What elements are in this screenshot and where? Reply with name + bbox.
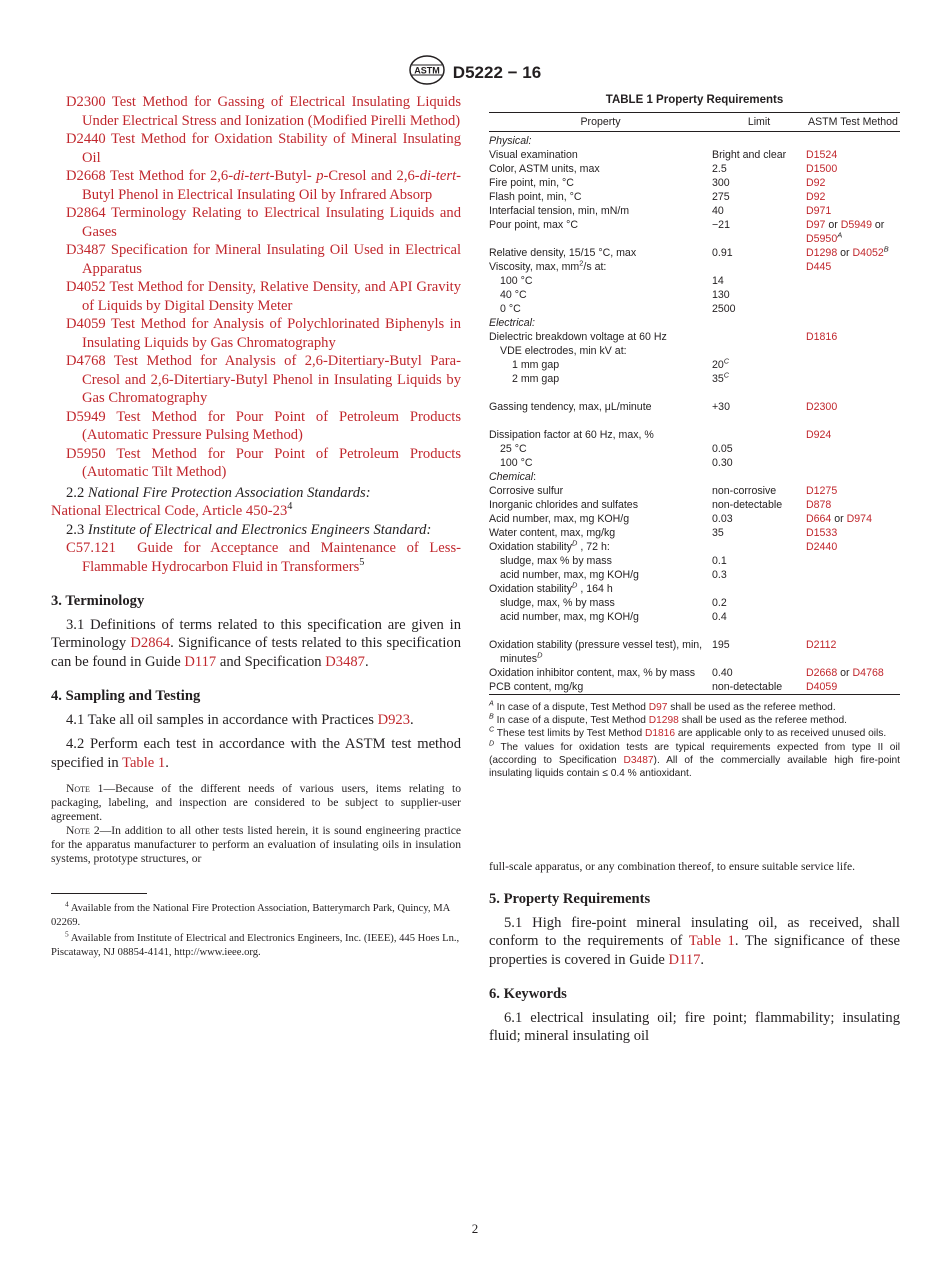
reference-title[interactable]: Test Method for Oxidation Stability of Mineral Insulating Oil [82,131,461,166]
table-row: sludge, max % by mass 0.1 [500,555,727,567]
reference-item [51,130,461,167]
right-column [489,860,900,1046]
table-row: Electrical: [489,317,535,329]
reference-title[interactable]: Test Method for Gassing of Electrical Insulating Liquids Under Electrical Stress and Ionization (Modified Pirelli Method) [82,94,461,129]
footnote-divider [51,893,147,894]
paragraph-4-2: 4.2 Perform each test in accordance with the ASTM test method specified in Table 1. [51,736,461,771]
method-link[interactable]: D2300 [806,401,838,413]
astm-logo-icon [409,55,445,90]
nec-link[interactable]: National Electrical Code, Article 450-23 [51,503,288,519]
table-row: Acid number, max, mg KOH/g 0.03 D664 or D974 [489,513,872,525]
method-link[interactable]: D2440 [806,541,838,553]
method-link[interactable]: D4768 [852,667,884,679]
property-requirements-table-area [489,94,900,780]
table-row: 100 °C 0.30 [500,457,733,469]
method-link[interactable]: D2112 [806,639,837,651]
method-link[interactable]: D1524 [806,149,838,161]
table-row: Dielectric breakdown voltage at 60 Hz D1816 [489,330,900,344]
method-link[interactable]: D924 [806,429,832,441]
method-link[interactable]: D5950 [806,233,838,245]
reference-title[interactable]: Specification for Mineral Insulating Oil Used in Electrical Apparatus [82,242,461,277]
table-row: Interfacial tension, min, mN/m 40 D971 [489,204,900,218]
d3487-link[interactable]: D3487 [325,653,365,670]
reference-title[interactable]: Test Method for Analysis of Polychlorinated Biphenyls in Insulating Liquids by Gas Chromatography [82,316,462,351]
reference-code-link[interactable]: D4059 [66,316,106,332]
method-link[interactable]: D92 [806,191,826,203]
table-header-row [489,113,900,132]
method-link[interactable]: D2668 [806,667,838,679]
table-row: Oxidation stability (pressure vessel test), min, minutes$^D$ 195 D2112 [489,638,900,666]
table-1-link[interactable]: Table 1 [688,933,735,949]
table-footnote-d: $^D$ The values for oxidation tests are typical requirements expected from type II oil (according to Specification D3487). All of the commercially available high fire-point insulating liquids contain ≤ 0.4 % antioxidant. [489,739,900,780]
table-row: Dissipation factor at 60 Hz, max, % D924 [489,428,900,442]
reference-code-link[interactable]: D4768 [66,353,106,369]
table-row: 25 °C 0.05 [500,443,733,455]
reference-item [51,241,461,278]
table-row: Viscosity, max, $mm^2/s$ at: D445 [489,260,900,274]
table-title: TABLE 1 Property Requirements [605,94,784,106]
reference-code-link[interactable]: D4052 [66,279,106,295]
method-link[interactable]: D1500 [806,163,838,175]
table-row: Inorganic chlorides and sulfates non-detectable D878 [489,498,900,512]
table-footnote-c: $^C$ These test limits by Test Method D1816 are applicable only to as received unused oils. [489,726,887,740]
column-header: Limit [712,113,806,132]
table-row: Water content, max, mg/kg 35 D1533 [489,526,900,540]
table-row: Relative density, 15/15 °C, max 0.91 D1298 or $D4052^B$ [489,244,889,259]
column-header: Property [489,113,712,132]
d117-link[interactable]: D117 [184,653,217,670]
table-row: Corrosive sulfur non-corrosive D1275 [489,484,900,498]
reference-title[interactable]: Test Method for Analysis of 2,6-Ditertiary-Butyl Para-Cresol and 2,6-Ditertiary-Butyl Phenol in Insulating Liquids by Gas Chromatography [82,353,461,406]
method-link[interactable]: D1816 [806,331,838,343]
table-row: Gassing tendency, max, μL/minute +30 D2300 [489,400,900,414]
note-2: Note 2—In addition to all other tests listed herein, it is sound engineering practice for the apparatus manufacturer to perform an evaluation of insulating oils in insulation systems, prototype structures, or [51,824,461,865]
method-link[interactable]: D1533 [806,527,838,539]
method-link[interactable]: D971 [806,205,832,217]
page-header [0,55,950,90]
section-2-3: 2.3 Institute of Electrical and Electronics Engineers Standard: [66,521,432,538]
method-link[interactable]: D1275 [806,485,838,497]
table-row: Pour point, max °C −21 D97 or D5949 or $D5950^A$ [489,219,885,245]
reference-item [51,278,461,315]
table-row: Fire point, min, °C 300 D92 [489,176,900,190]
reference-title[interactable]: Test Method for Density, Relative Density, and API Gravity of Liquids by Digital Density Meter [82,279,461,314]
paragraph-3-1: 3.1 Definitions of terms related to this specification are given in Terminology D2864. Significance of tests related to this specification can be found in Guide D117 and Specification D3487. [51,616,461,670]
section-heading: 5. Property Requirements [489,891,651,907]
reference-code-link[interactable]: D2864 [66,205,106,221]
d1298-link[interactable]: D1298 [648,715,679,727]
table-row: 0 °C 2500 [500,303,736,315]
reference-item [51,93,461,130]
section-2-2-ref: National Electrical Code, Article $450-23^4$ [51,501,293,519]
table-row: 40 °C 130 [500,289,730,301]
d2864-link[interactable]: D2864 [130,635,171,651]
method-link[interactable]: D878 [806,499,832,511]
paragraph-6-1: 6.1 electrical insulating oil; fire point; flammability; insulating fluid; mineral insulating oil [489,1009,900,1044]
reference-title[interactable]: Guide for Acceptance and Maintenance of Less-Flammable Hydrocarbon Fluid in Transformers [82,540,461,575]
paragraph-5-1: 5.1 High fire-point mineral insulating oil, as received, shall conform to the requirements of Table 1. The significance of these properties is covered in Guide D117. [489,914,900,968]
reference-code-link[interactable]: D3487 [66,242,106,258]
reference-code-link[interactable]: D2300 [66,94,106,110]
table-1-link[interactable]: Table 1 [122,754,166,771]
table-row: Oxidation stability$^D$ , 72 h: D2440 [489,540,900,554]
reference-code-link[interactable]: D2440 [66,131,106,147]
section-2-2: 2.2 National Fire Protection Association Standards: [66,484,371,501]
document-designation: D5222 − 16 [452,62,542,82]
method-link[interactable]: D974 [846,513,872,525]
method-link[interactable]: D4052 [852,247,884,259]
table-footnotes [489,701,900,780]
table-row: VDE electrodes, min kV at: [500,345,627,357]
table-row: Flash point, min, °C 275 D92 [489,190,900,204]
method-link[interactable]: D4059 [806,680,900,695]
d923-link[interactable]: D923 [377,711,410,728]
reference-item [51,315,461,352]
reference-item [51,352,461,408]
method-link[interactable]: D664 [806,513,832,525]
reference-title[interactable]: Test Method for Pour Point of Petroleum Products (Automatic Tilt Method) [82,445,462,480]
table-row: 2 mm gap $35^C$ [512,370,730,385]
table-row: Color, ASTM units, max 2.5 D1500 [489,162,900,176]
table-row: PCB content, mg/kg non-detectable D4059 [489,680,900,695]
section-heading: 4. Sampling and Testing [51,688,201,704]
reference-code-link[interactable]: D5950 [66,445,106,462]
reference-item [51,408,461,445]
table-row: Chemical: [489,471,537,483]
page-number: 2 [471,1221,479,1236]
table-footnote-a: $^A$ In case of a dispute, Test Method D97 shall be used as the referee method. [489,699,836,713]
table-row: Oxidation stability$^D$ , 164 h [489,580,613,595]
note-1: Note 1—Because of the different needs of various users, items relating to packaging, labeling, and inspection are considered to be subject to supplier-user agreement. [51,782,462,823]
left-column [51,93,461,962]
table-row: sludge, max, % by mass 0.2 [500,597,727,609]
note-2-continued: full-scale apparatus, or any combination thereof, to ensure suitable service life. [489,860,856,873]
table-row: Physical: [489,135,532,147]
paragraph-4-1: 4.1 Take all oil samples in accordance with Practices D923. [66,711,414,728]
column-header: ASTM Test Method [806,113,900,132]
table-row: Visual examination Bright and clear D1524 [489,148,900,162]
property-requirements-table [489,112,900,695]
reference-item[interactable]: D2668 Test Method for 2,6-di-tert-Butyl- p-Cresol and 2,6-di-tert-Butyl Phenol in Electrical Insulating Oil by Infrared Absorp [66,168,461,203]
reference-code-link[interactable]: C57.121 [66,540,116,556]
reference-item: C57.121 Guide for Acceptance and Maintenance of Less-Flammable Hydrocarbon Fluid in Transformers$^5$ [66,540,461,575]
method-link[interactable]: D445 [806,261,832,273]
reference-item [51,204,461,241]
table-row: acid number, max, mg KOH/g 0.3 [500,569,727,581]
method-link[interactable]: D92 [806,177,826,189]
reference-title[interactable]: Test Method for Pour Point of Petroleum Products (Automatic Pressure Pulsing Method) [82,408,462,443]
section-heading: 6. Keywords [489,986,567,1002]
d1816-link[interactable]: D1816 [644,728,675,740]
reference-code-link[interactable]: D5949 [66,408,106,425]
table-row: 100 °C 14 [500,275,724,287]
reference-title[interactable]: Terminology Relating to Electrical Insulating Liquids and Gases [82,205,461,240]
d3487-link[interactable]: D3487 [623,754,654,766]
table-row: acid number, max, mg KOH/g 0.4 [500,611,727,623]
reference-code-link[interactable]: D2668 [66,168,106,184]
table-footnote-b: $^B$ In case of a dispute, Test Method D1298 shall be used as the referee method. [489,712,847,727]
footnote-5: $^5$ Available from Institute of Electrical and Electronics Engineers, Inc. (IEEE), 445 Hoes Ln., Piscataway, NJ 08854-4141, http://www.ieee.org. [51,929,460,958]
d97-link[interactable]: D97 [648,702,668,713]
table-row: 1 mm gap $20^C$ [512,356,730,371]
section-heading: 3. Terminology [51,593,145,609]
footnote-4: $^4$ Available from the National Fire Protection Association, Batterymarch Park, Quincy, MA 02269. [51,899,450,928]
d117-link[interactable]: D117 [668,951,701,968]
svg-text:ASTM: ASTM [414,65,440,76]
method-link[interactable]: D1298 [806,247,838,259]
method-link[interactable]: D97 [806,219,826,231]
table-row: Oxidation inhibitor content, max, % by mass 0.40 D2668 or D4768 [489,667,884,679]
reference-item [51,445,461,482]
method-link[interactable]: D5949 [840,219,872,231]
